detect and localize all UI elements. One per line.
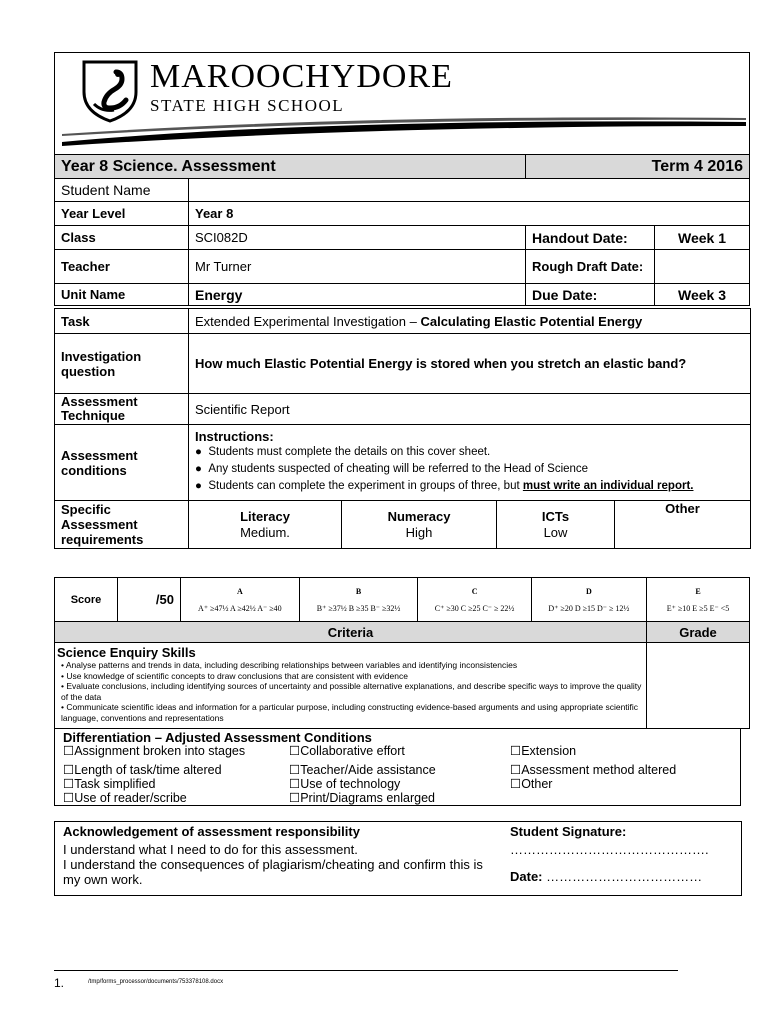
page-number: 1. — [54, 976, 65, 990]
instructions-cell — [189, 425, 751, 501]
grade-header: Grade — [647, 622, 750, 643]
teacher-value: Mr Turner — [189, 250, 526, 284]
grade-b-cell: B B⁺ ≥37½ B ≥35 B⁻ ≥32½ — [299, 578, 418, 622]
task-table — [54, 308, 751, 549]
checkbox-print-enlarged[interactable]: ☐Print/Diagrams enlarged — [289, 791, 435, 805]
student-name-label: Student Name — [55, 179, 189, 202]
specific-requirements-label: Specific Assessment requirements — [55, 501, 189, 549]
task-value-bold: Calculating Elastic Potential Energy — [420, 313, 643, 329]
footer-divider — [54, 970, 678, 971]
numeracy-cell: Numeracy High — [342, 501, 497, 549]
criteria-header: Criteria — [55, 622, 647, 643]
task-value-plain: Extended Experimental Investigation – — [195, 313, 421, 329]
year-level-value: Year 8 — [189, 202, 750, 226]
assessment-conditions-label: Assessment conditions — [55, 425, 189, 501]
checkbox-other[interactable]: ☐Other — [510, 777, 553, 791]
grade-entry-cell[interactable] — [647, 643, 750, 729]
handout-date-label: Handout Date: — [526, 226, 655, 250]
due-date-label: Due Date: — [526, 284, 655, 306]
skills-list — [57, 660, 644, 723]
icts-cell: ICTs Low — [497, 501, 615, 549]
list-item: • Evaluate conclusions, including identifying sources of uncertainty and possible alternative explanations, and describe specific ways to improve the quality of the data — [61, 681, 644, 702]
instructions-heading: Instructions: — [195, 429, 274, 444]
score-label: Score — [55, 578, 118, 622]
checkbox-length-altered[interactable]: ☐Length of task/time altered — [63, 763, 222, 777]
literacy-cell: Literacy Medium. — [189, 501, 342, 549]
investigation-question-label: Investigation question — [55, 334, 189, 394]
differentiation-heading: Differentiation – Adjusted Assessment Conditions — [63, 730, 372, 745]
science-skills-cell — [55, 643, 647, 729]
student-name-field[interactable] — [189, 179, 750, 202]
grade-a-cell: A A⁺ ≥47½ A ≥42½ A⁻ ≥40 — [181, 578, 300, 622]
score-table — [54, 577, 750, 729]
task-label: Task — [55, 309, 189, 334]
score-value[interactable]: /50 — [118, 578, 181, 622]
checkbox-teacher-aide[interactable]: ☐Teacher/Aide assistance — [289, 763, 436, 777]
school-name: MAROOCHYDORE — [150, 58, 453, 95]
assessment-technique-value: Scientific Report — [189, 394, 751, 425]
checkbox-use-technology[interactable]: ☐Use of technology — [289, 777, 401, 791]
unit-name-value: Energy — [189, 284, 526, 306]
instruction-item: ● Students must complete the details on this cover sheet. — [195, 446, 491, 458]
year-level-label: Year Level — [55, 202, 189, 226]
unit-name-label: Unit Name — [55, 284, 189, 306]
task-value — [189, 309, 751, 334]
school-crest-icon — [80, 58, 140, 124]
rough-draft-date-label: Rough Draft Date: — [526, 250, 655, 284]
instruction-item: ● Any students suspected of cheating will be referred to the Head of Science — [195, 463, 589, 475]
assessment-technique-label: Assessment Technique — [55, 394, 189, 425]
school-subtitle: STATE HIGH SCHOOL — [150, 96, 345, 115]
term-label: Term 4 2016 — [526, 155, 750, 179]
checkbox-collaborative-effort[interactable]: ☐Collaborative effort — [289, 744, 405, 758]
list-item: • Use knowledge of scientific concepts to draw conclusions that are consistent with evidence — [61, 671, 644, 682]
due-date-value: Week 3 — [655, 284, 750, 306]
instruction-item: ● Students can complete the experiment in groups of three, but must write an individual report. — [195, 480, 694, 492]
date-field[interactable]: Date: ……………………………… — [510, 869, 703, 884]
class-value: SCI082D — [189, 226, 526, 250]
acknowledgement-box — [54, 821, 742, 896]
acknowledgement-text: I understand what I need to do for this assessment. I understand the consequences of plagiarism/cheating and confirm this is my own work. — [63, 842, 483, 887]
signature-line[interactable]: ………………………………………. — [510, 842, 709, 857]
other-cell: Other — [615, 501, 751, 549]
checkbox-reader-scribe[interactable]: ☐Use of reader/scribe — [63, 791, 187, 805]
investigation-question-value: How much Elastic Potential Energy is stored when you stretch an elastic band? — [189, 334, 751, 394]
handout-date-value: Week 1 — [655, 226, 750, 250]
grade-d-cell: D D⁺ ≥20 D ≥15 D⁻ ≥ 12½ — [531, 578, 646, 622]
grade-e-cell: E E⁺ ≥10 E ≥5 E⁻ <5 — [647, 578, 750, 622]
grade-c-cell: C C⁺ ≥30 C ≥25 C⁻ ≥ 22½ — [418, 578, 531, 622]
acknowledgement-heading: Acknowledgement of assessment responsibility — [63, 824, 360, 839]
assessment-title: Year 8 Science. Assessment — [55, 155, 526, 179]
differentiation-box — [54, 729, 741, 806]
teacher-label: Teacher — [55, 250, 189, 284]
footer-file-path: /tmp/forms_processor/documents/753378108.docx — [88, 979, 224, 985]
checkbox-task-simplified[interactable]: ☐Task simplified — [63, 777, 156, 791]
list-item: • Communicate scientific ideas and information for a particular purpose, including constructing evidence-based arguments and using appropriate scientific language, conventions and representations — [61, 702, 644, 723]
checkbox-extension[interactable]: ☐Extension — [510, 744, 577, 758]
list-item: • Analyse patterns and trends in data, including describing relationships between variables and identifying inconsistencies — [61, 660, 644, 671]
checkbox-assignment-stages[interactable]: ☐Assignment broken into stages — [63, 744, 246, 758]
student-signature-label: Student Signature: — [510, 824, 627, 839]
skills-heading: Science Enquiry Skills — [57, 645, 196, 660]
header-swoosh — [62, 116, 746, 150]
class-label: Class — [55, 226, 189, 250]
checkbox-method-altered[interactable]: ☐Assessment method altered — [510, 763, 677, 777]
student-info-table — [54, 154, 750, 306]
rough-draft-date-value — [655, 250, 750, 284]
